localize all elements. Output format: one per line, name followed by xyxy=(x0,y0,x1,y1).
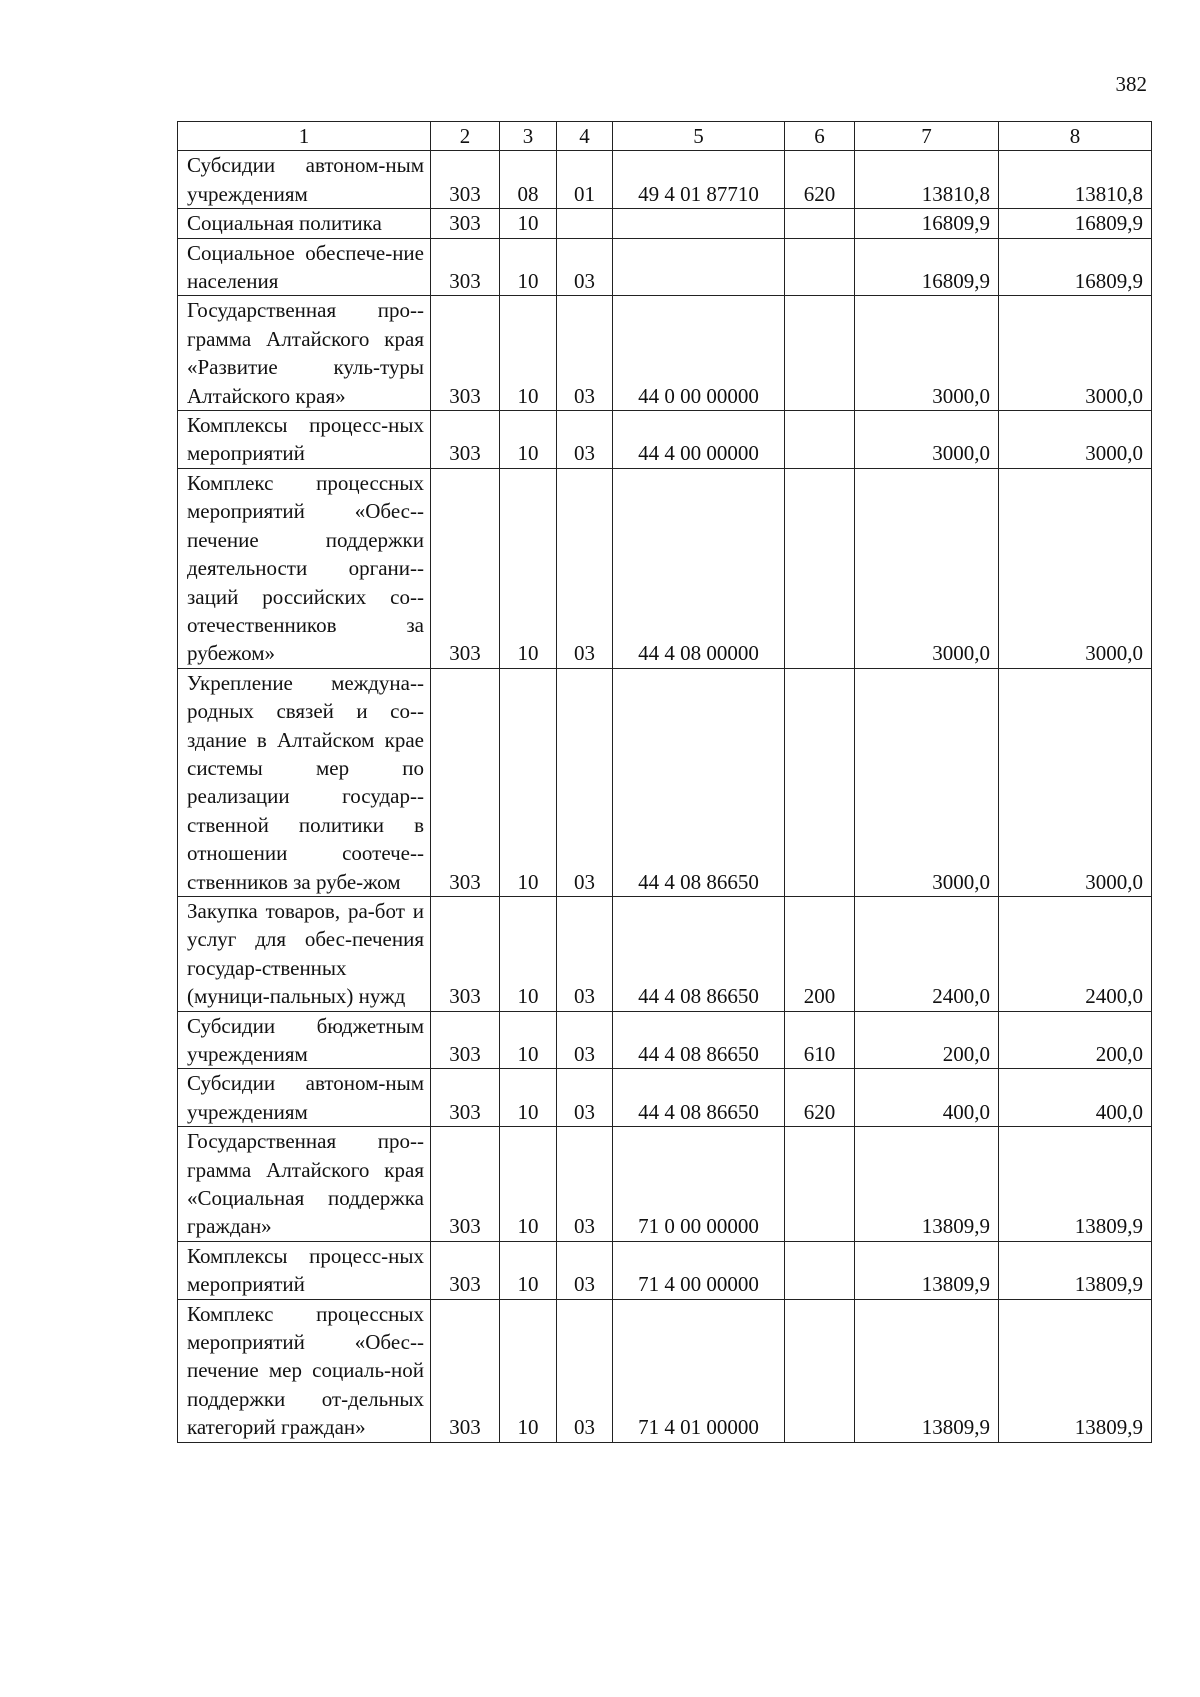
row-amount-2: 2400,0 xyxy=(999,896,1152,1011)
row-name: Социальное обеспече-ние населения xyxy=(178,238,431,296)
row-name: Субсидии автоном-ным учреждениям xyxy=(178,1069,431,1127)
row-section: 10 xyxy=(500,1069,557,1127)
row-subsection: 03 xyxy=(557,238,613,296)
row-amount-2: 3000,0 xyxy=(999,296,1152,411)
row-section: 10 xyxy=(500,411,557,469)
table-row xyxy=(178,1241,1152,1299)
row-target-article: 44 4 00 00000 xyxy=(613,411,785,469)
header-row xyxy=(178,122,1152,151)
row-section: 10 xyxy=(500,668,557,896)
row-admin-code: 303 xyxy=(431,1011,500,1069)
row-target-article: 44 4 08 86650 xyxy=(613,668,785,896)
row-name: Комплекс процессных мероприятий «Обес-печение поддержки деятельности органи-заций российских со-отечественников за рубежом» xyxy=(178,468,431,668)
row-target-article: 44 4 08 86650 xyxy=(613,1069,785,1127)
row-amount-2: 13810,8 xyxy=(999,151,1152,209)
header-cell: 1 xyxy=(178,122,431,151)
row-name: Государственная про-грамма Алтайского края «Развитие куль-туры Алтайского края» xyxy=(178,296,431,411)
row-amount-1: 3000,0 xyxy=(855,296,999,411)
row-admin-code: 303 xyxy=(431,238,500,296)
table-row xyxy=(178,468,1152,668)
row-target-article: 71 0 00 00000 xyxy=(613,1127,785,1242)
table-row xyxy=(178,296,1152,411)
row-amount-1: 16809,9 xyxy=(855,209,999,238)
row-expense-type: 620 xyxy=(785,151,855,209)
header-cell: 2 xyxy=(431,122,500,151)
row-section: 10 xyxy=(500,896,557,1011)
row-name: Комплексы процесс-ных мероприятий xyxy=(178,411,431,469)
row-amount-1: 200,0 xyxy=(855,1011,999,1069)
row-admin-code: 303 xyxy=(431,1241,500,1299)
header-cell: 6 xyxy=(785,122,855,151)
row-name: Социальная политика xyxy=(178,209,431,238)
row-subsection: 03 xyxy=(557,411,613,469)
row-name: Государственная про-грамма Алтайского края «Социальная поддержка граждан» xyxy=(178,1127,431,1242)
row-section: 10 xyxy=(500,1127,557,1242)
row-amount-1: 3000,0 xyxy=(855,668,999,896)
table-row xyxy=(178,1069,1152,1127)
row-name: Субсидии автоном-ным учреждениям xyxy=(178,151,431,209)
row-amount-2: 200,0 xyxy=(999,1011,1152,1069)
row-amount-1: 16809,9 xyxy=(855,238,999,296)
row-section: 08 xyxy=(500,151,557,209)
row-section: 10 xyxy=(500,238,557,296)
row-subsection: 03 xyxy=(557,896,613,1011)
header-cell: 7 xyxy=(855,122,999,151)
row-admin-code: 303 xyxy=(431,468,500,668)
row-expense-type xyxy=(785,411,855,469)
row-amount-2: 13809,9 xyxy=(999,1299,1152,1442)
table-row xyxy=(178,668,1152,896)
budget-table xyxy=(177,121,1152,1443)
row-amount-1: 13810,8 xyxy=(855,151,999,209)
table-row xyxy=(178,411,1152,469)
row-amount-2: 3000,0 xyxy=(999,411,1152,469)
row-name: Комплексы процесс-ных мероприятий xyxy=(178,1241,431,1299)
row-subsection: 03 xyxy=(557,296,613,411)
row-subsection: 03 xyxy=(557,468,613,668)
row-admin-code: 303 xyxy=(431,151,500,209)
row-section: 10 xyxy=(500,296,557,411)
row-admin-code: 303 xyxy=(431,896,500,1011)
row-expense-type xyxy=(785,1241,855,1299)
row-amount-2: 400,0 xyxy=(999,1069,1152,1127)
row-admin-code: 303 xyxy=(431,209,500,238)
row-admin-code: 303 xyxy=(431,1069,500,1127)
row-amount-1: 13809,9 xyxy=(855,1299,999,1442)
row-target-article: 44 4 08 86650 xyxy=(613,896,785,1011)
table-row xyxy=(178,896,1152,1011)
row-target-article: 71 4 00 00000 xyxy=(613,1241,785,1299)
row-amount-1: 13809,9 xyxy=(855,1127,999,1242)
row-amount-2: 3000,0 xyxy=(999,668,1152,896)
row-amount-1: 2400,0 xyxy=(855,896,999,1011)
row-target-article: 49 4 01 87710 xyxy=(613,151,785,209)
row-amount-1: 3000,0 xyxy=(855,411,999,469)
row-expense-type: 200 xyxy=(785,896,855,1011)
row-admin-code: 303 xyxy=(431,668,500,896)
row-amount-2: 3000,0 xyxy=(999,468,1152,668)
row-amount-1: 400,0 xyxy=(855,1069,999,1127)
row-expense-type xyxy=(785,668,855,896)
table-row xyxy=(178,1127,1152,1242)
row-target-article: 44 4 08 86650 xyxy=(613,1011,785,1069)
row-admin-code: 303 xyxy=(431,1299,500,1442)
row-section: 10 xyxy=(500,1011,557,1069)
row-expense-type xyxy=(785,468,855,668)
row-section: 10 xyxy=(500,1241,557,1299)
header-cell: 4 xyxy=(557,122,613,151)
row-admin-code: 303 xyxy=(431,411,500,469)
row-target-article xyxy=(613,238,785,296)
row-subsection: 03 xyxy=(557,668,613,896)
row-amount-1: 13809,9 xyxy=(855,1241,999,1299)
row-subsection: 03 xyxy=(557,1069,613,1127)
row-amount-2: 16809,9 xyxy=(999,209,1152,238)
row-expense-type xyxy=(785,209,855,238)
row-name: Комплекс процессных мероприятий «Обес-печение мер социаль-ной поддержки от-дельных категорий граждан» xyxy=(178,1299,431,1442)
row-section: 10 xyxy=(500,209,557,238)
row-admin-code: 303 xyxy=(431,296,500,411)
row-target-article: 71 4 01 00000 xyxy=(613,1299,785,1442)
table-row xyxy=(178,151,1152,209)
row-target-article xyxy=(613,209,785,238)
row-subsection: 01 xyxy=(557,151,613,209)
row-amount-2: 16809,9 xyxy=(999,238,1152,296)
row-name: Субсидии бюджетным учреждениям xyxy=(178,1011,431,1069)
row-section: 10 xyxy=(500,468,557,668)
row-subsection: 03 xyxy=(557,1241,613,1299)
row-amount-2: 13809,9 xyxy=(999,1127,1152,1242)
row-name: Закупка товаров, ра-бот и услуг для обес-печения государ-ственных (муници-пальных) нужд xyxy=(178,896,431,1011)
header-cell: 8 xyxy=(999,122,1152,151)
row-subsection: 03 xyxy=(557,1127,613,1242)
table-row xyxy=(178,238,1152,296)
header-cell: 5 xyxy=(613,122,785,151)
row-expense-type: 610 xyxy=(785,1011,855,1069)
row-expense-type xyxy=(785,1299,855,1442)
table-row xyxy=(178,1299,1152,1442)
table-row xyxy=(178,1011,1152,1069)
row-expense-type: 620 xyxy=(785,1069,855,1127)
row-subsection: 03 xyxy=(557,1299,613,1442)
row-amount-1: 3000,0 xyxy=(855,468,999,668)
row-expense-type xyxy=(785,296,855,411)
row-admin-code: 303 xyxy=(431,1127,500,1242)
row-target-article: 44 0 00 00000 xyxy=(613,296,785,411)
table-row xyxy=(178,209,1152,238)
row-name: Укрепление междуна-родных связей и со-здание в Алтайском крае системы мер по реализации государ-ственной политики в отношении соотече-ственников за рубе-жом xyxy=(178,668,431,896)
header-cell: 3 xyxy=(500,122,557,151)
row-expense-type xyxy=(785,1127,855,1242)
row-subsection: 03 xyxy=(557,1011,613,1069)
row-subsection xyxy=(557,209,613,238)
row-target-article: 44 4 08 00000 xyxy=(613,468,785,668)
row-expense-type xyxy=(785,238,855,296)
row-section: 10 xyxy=(500,1299,557,1442)
page-number: 382 xyxy=(1115,72,1147,96)
row-amount-2: 13809,9 xyxy=(999,1241,1152,1299)
